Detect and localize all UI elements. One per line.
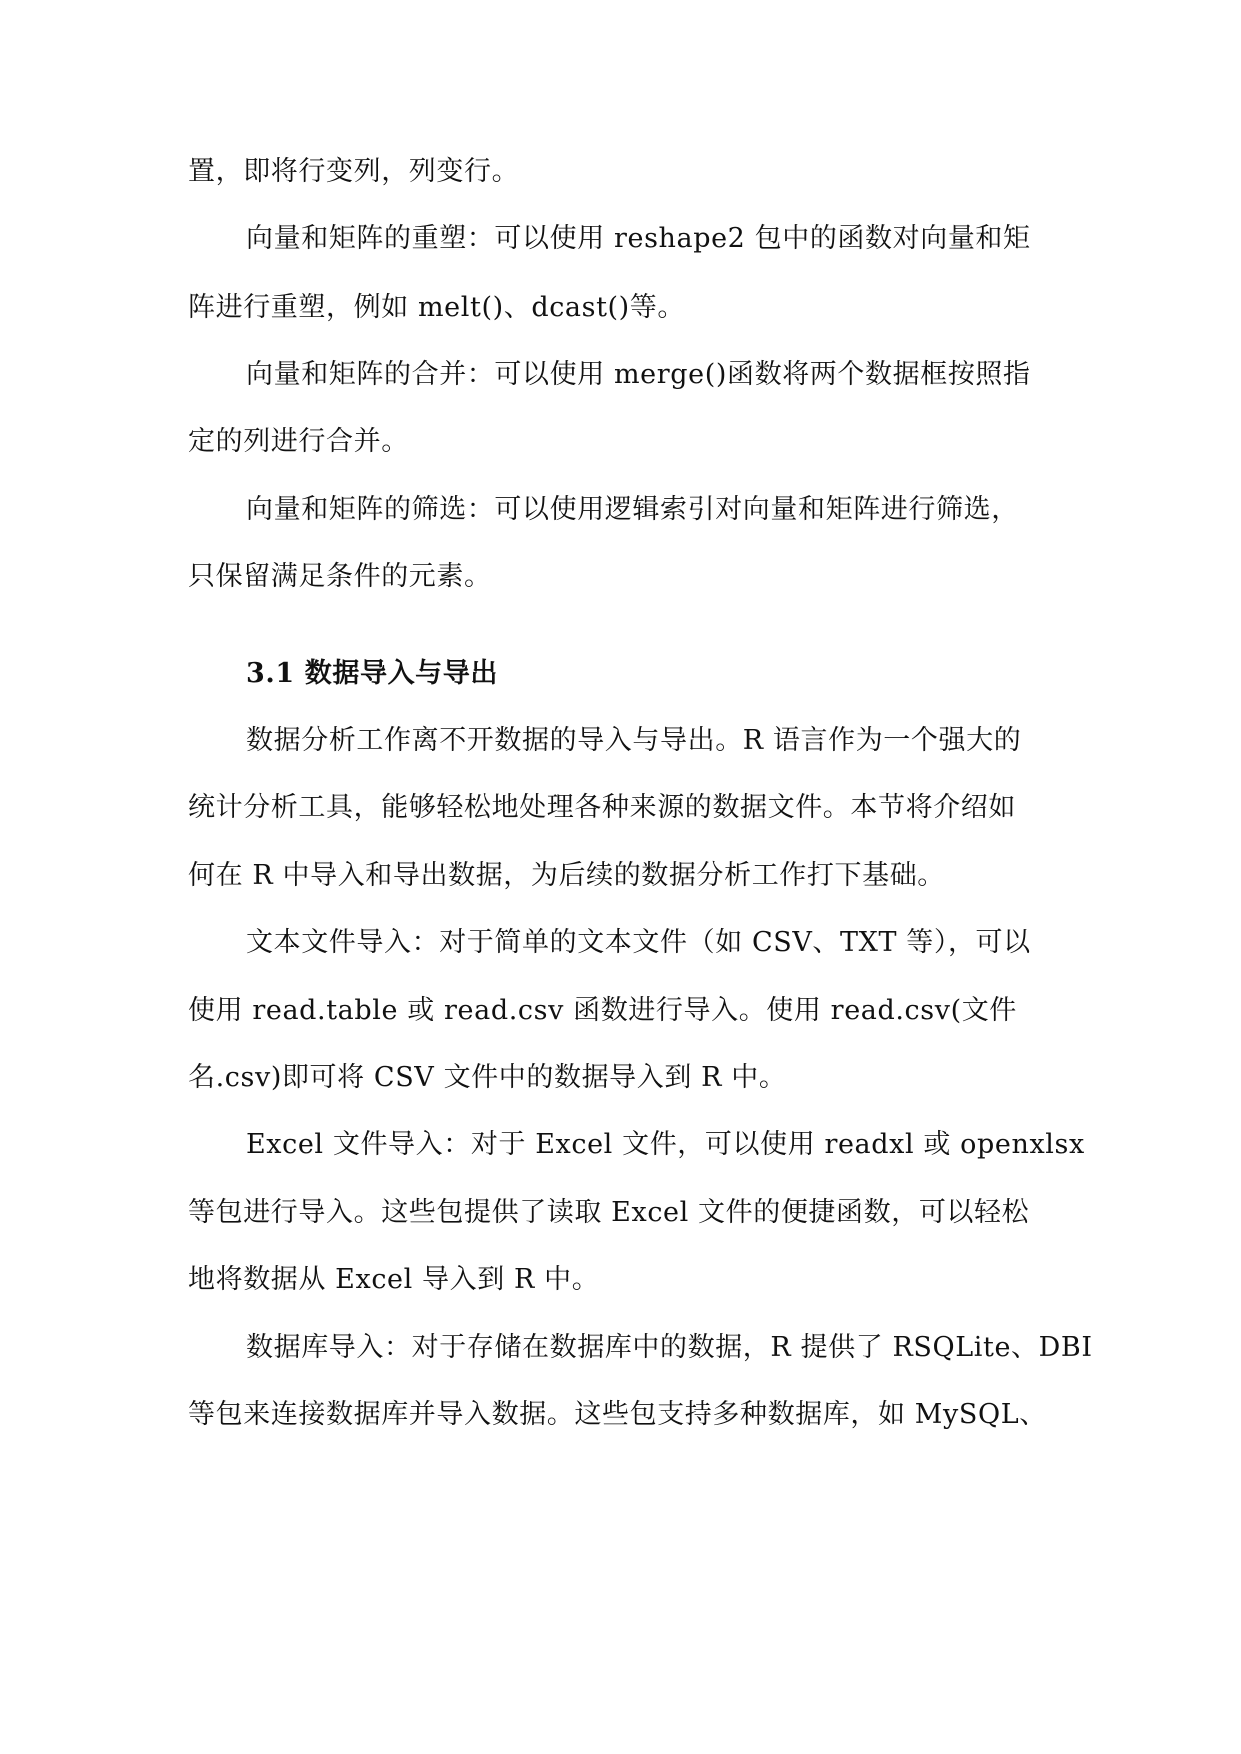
body-text-line: 向量和矩阵的重塑：可以使用 reshape2 包中的函数对向量和矩 xyxy=(246,223,1031,254)
body-text-line: Excel 文件导入：对于 Excel 文件，可以使用 readxl 或 openxlsx xyxy=(246,1129,1085,1160)
body-text-line: 文本文件导入：对于简单的文本文件（如 CSV、TXT 等），可以 xyxy=(246,927,1031,958)
body-text-line: 只保留满足条件的元素。 xyxy=(188,561,492,592)
body-text-line: 统计分析工具，能够轻松地处理各种来源的数据文件。本节将介绍如 xyxy=(188,792,1016,823)
body-text-line: 使用 read.table 或 read.csv 函数进行导入。使用 read.csv(文件 xyxy=(188,995,1017,1026)
body-text-line: 数据库导入：对于存储在数据库中的数据，R 提供了 RSQLite、DBI xyxy=(246,1332,1093,1363)
body-text-line: 等包进行导入。这些包提供了读取 Excel 文件的便捷函数，可以轻松 xyxy=(188,1197,1030,1228)
body-text-line: 等包来连接数据库并导入数据。这些包支持多种数据库，如 MySQL、 xyxy=(188,1399,1047,1430)
body-text-line: 何在 R 中导入和导出数据，为后续的数据分析工作打下基础。 xyxy=(188,860,945,891)
body-text-line: 阵进行重塑，例如 melt()、dcast()等。 xyxy=(188,292,685,323)
body-text-line: 数据分析工作离不开数据的导入与导出。R 语言作为一个强大的 xyxy=(246,725,1022,756)
body-text-line: 向量和矩阵的合并：可以使用 merge()函数将两个数据框按照指 xyxy=(246,359,1031,390)
body-text-line: 定的列进行合并。 xyxy=(188,426,409,457)
body-text-line: 向量和矩阵的筛选：可以使用逻辑索引对向量和矩阵进行筛选， xyxy=(246,494,1019,525)
body-text-line: 名.csv)即可将 CSV 文件中的数据导入到 R 中。 xyxy=(188,1062,787,1093)
body-text-line: 置，即将行变列，列变行。 xyxy=(188,156,520,187)
body-text-line: 地将数据从 Excel 导入到 R 中。 xyxy=(188,1264,600,1295)
section-heading: 3.1 数据导入与导出 xyxy=(246,658,498,689)
